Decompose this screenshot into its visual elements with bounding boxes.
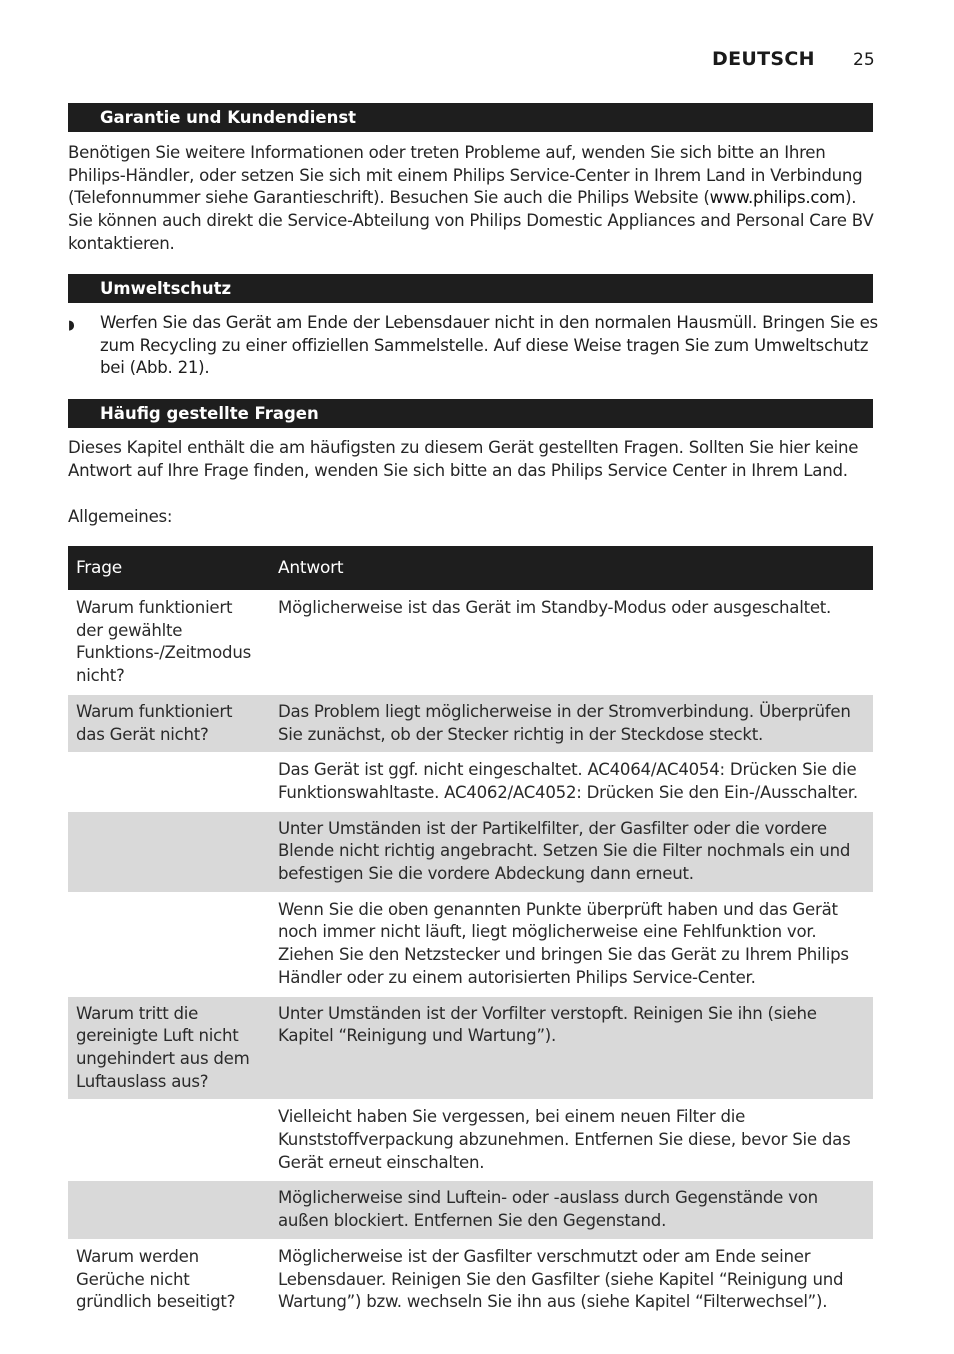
warranty-text-before: Benötigen Sie weitere Informationen oder treten Probleme auf, wenden Sie sich bitte an Ihren Philips-Händler, oder setzen Sie sich mit einem Philips Service-Center in Ihrem Land in Verbindung (Telefonnummer siehe Garantieschrift). Besuchen Sie auch die Philips Website ( <box>68 143 863 208</box>
section-heading-warranty: Garantie und Kundendienst <box>68 103 873 132</box>
column-header-answer: Antwort <box>270 546 873 591</box>
answer-cell: Das Problem liegt möglicherweise in der Stromverbindung. Überprüfen Sie zunächst, ob der Stecker richtig in der Steckdose steckt. <box>270 694 873 752</box>
table-row <box>68 1181 873 1239</box>
answer-cell: Möglicherweise ist das Gerät im Standby-Modus oder ausgeschaltet. <box>270 591 873 695</box>
question-cell <box>68 1100 270 1181</box>
philips-website-link[interactable]: www.philips.com <box>709 188 846 208</box>
answer-cell: Vielleicht haben Sie vergessen, bei einem neuen Filter die Kunststoffverpackung abzunehmen. Entfernen Sie diese, bevor Sie das Gerät erneut einschalten. <box>270 1100 873 1181</box>
table-row <box>68 996 873 1100</box>
question-cell <box>68 811 270 892</box>
answer-cell: Unter Umständen ist der Vorfilter verstopft. Reinigen Sie ihn (siehe Kapitel “Reinigung und Wartung”). <box>270 996 873 1100</box>
answer-cell: Das Gerät ist ggf. nicht eingeschaltet. AC4064/AC4054: Drücken Sie die Funktionswahltaste. AC4062/AC4052: Drücken Sie den Ein-/Ausschalter. <box>270 753 873 811</box>
faq-table <box>68 546 873 1320</box>
answer-cell: Möglicherweise ist der Gasfilter verschmutzt oder am Ende seiner Lebensdauer. Reinigen Sie den Gasfilter (siehe Kapitel “Reinigung und Wartung”) bzw. wechseln Sie ihn aus (siehe Kapitel “Filterwechsel”). <box>270 1239 873 1320</box>
language-label: DEUTSCH <box>712 48 815 70</box>
table-row <box>68 811 873 892</box>
faq-subheading: Allgemeines: <box>68 507 173 526</box>
section-heading-faq: Häufig gestellte Fragen <box>68 399 873 428</box>
question-cell <box>68 753 270 811</box>
answer-cell: Wenn Sie die oben genannten Punkte überprüft haben und das Gerät noch immer nicht läuft, liegt möglicherweise eine Fehlfunktion vor. Ziehen Sie den Netzstecker und bringen Sie das Gerät zu Ihrem Philips Händler oder zu einem autorisierten Philips Service-Center. <box>270 892 873 996</box>
page-number: 25 <box>853 50 875 70</box>
section-heading-environment: Umweltschutz <box>68 274 873 303</box>
question-cell: Warum tritt die gereinigte Luft nicht ungehindert aus dem Luftauslass aus? <box>68 996 270 1100</box>
faq-intro: Dieses Kapitel enthält die am häufigsten zu diesem Gerät gestellten Fragen. Sollten Sie hier keine Antwort auf Ihre Frage finden, wenden Sie sich bitte an das Philips Service Center in Ihrem Land. <box>68 438 859 480</box>
environment-bullet-text: Werfen Sie das Gerät am Ende der Lebensdauer nicht in den normalen Hausmüll. Bringen Sie es zum Recycling zu einer offiziellen Sammelstelle. Auf diese Weise tragen Sie zum Umweltschutz bei (Abb. 21). <box>100 313 878 378</box>
warranty-text-after: ). Sie können auch direkt die Service-Abteilung von Philips Domestic Appliances and Personal Care BV kontaktieren. <box>68 188 874 253</box>
question-cell: Warum funktioniert das Gerät nicht? <box>68 694 270 752</box>
question-cell: Warum werden Gerüche nicht gründlich beseitigt? <box>68 1239 270 1320</box>
table-row <box>68 892 873 996</box>
warranty-paragraph <box>68 142 878 256</box>
table-row <box>68 1100 873 1181</box>
table-row <box>68 694 873 752</box>
bullet-arrow-icon: ◗ <box>68 318 75 333</box>
column-header-question: Frage <box>68 546 270 591</box>
answer-cell: Unter Umständen ist der Partikelfilter, der Gasfilter oder die vordere Blende nicht richtig angebracht. Setzen Sie die Filter nochmals ein und befestigen Sie die vordere Abdeckung dann erneut. <box>270 811 873 892</box>
table-row <box>68 591 873 695</box>
question-cell <box>68 1181 270 1239</box>
question-cell: Warum funktioniert der gewählte Funktions-/Zeitmodus nicht? <box>68 591 270 695</box>
table-row <box>68 753 873 811</box>
question-cell <box>68 892 270 996</box>
faq-table-header-row <box>68 546 873 591</box>
table-row <box>68 1239 873 1320</box>
answer-cell: Möglicherweise sind Luftein- oder -auslass durch Gegenstände von außen blockiert. Entfernen Sie den Gegenstand. <box>270 1181 873 1239</box>
